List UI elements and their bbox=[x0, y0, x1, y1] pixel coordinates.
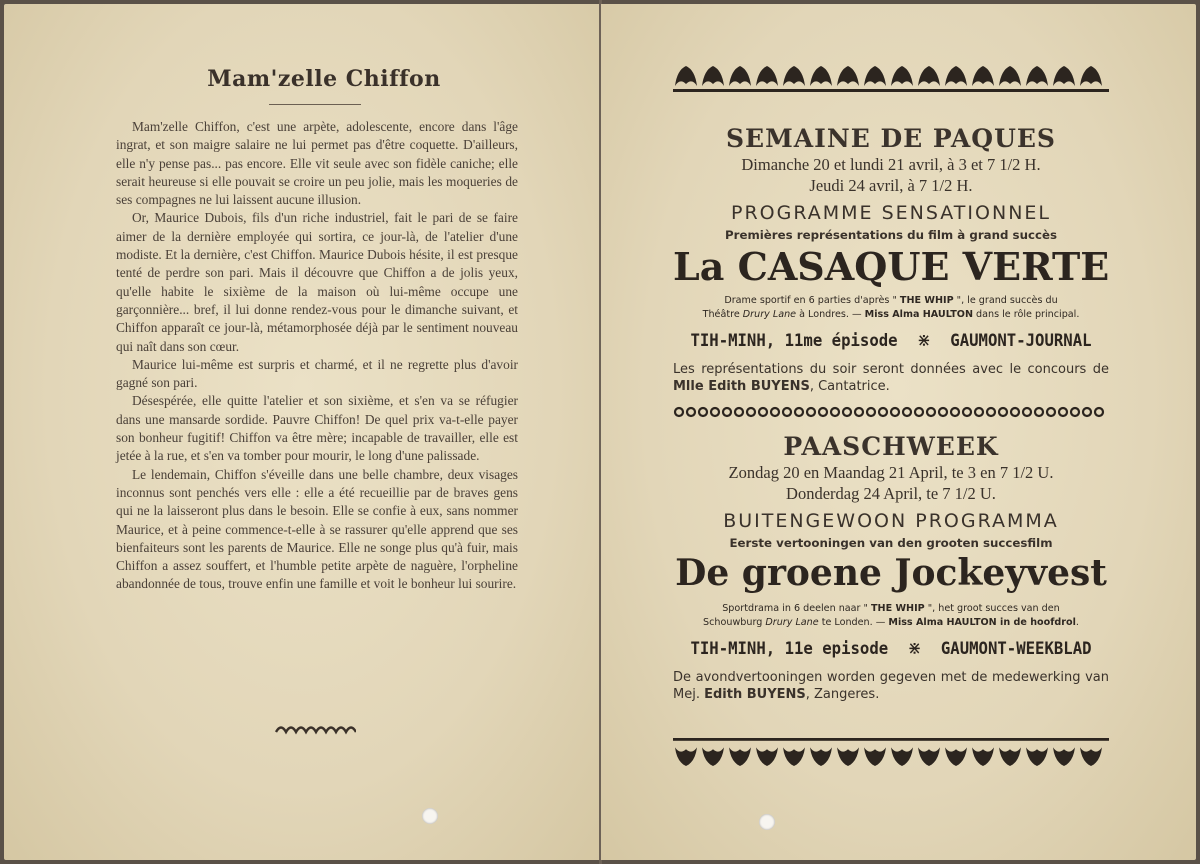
fr-dates-line-2: Jeudi 24 avril, à 7 1/2 H. bbox=[809, 176, 973, 195]
nl-film-title: De groene Jockeyvest bbox=[675, 552, 1107, 594]
nl-dates-line-1: Zondag 20 en Maandag 21 April, te 3 en 7 1/2 U. bbox=[728, 463, 1054, 482]
fr-desc-theatre: Drury Lane bbox=[742, 309, 797, 320]
fr-week-title: SEMAINE DE PAQUES bbox=[726, 124, 1056, 153]
fr-desc-text: ", le grand succès du bbox=[953, 295, 1058, 306]
nl-newsreel: GAUMONT-WEEKBLAD bbox=[940, 638, 1092, 659]
nl-desc-text: . bbox=[1075, 617, 1079, 628]
story-paragraph: Mam'zelle Chiffon, c'est une arpète, adolescente, encore dans l'âge ingrat, et son maigre salaire ne lui permet pas d'être coquette. D'ailleurs, elle n'y pense pas... pas encore. Elle vit seule avec son fidèle caniche; elle serait heureuse si elle pouvait se croire un peu jolie, mais les moqueries de ses compagnes ne lui laissent aucune illusion. bbox=[116, 119, 518, 208]
story-text bbox=[116, 118, 518, 594]
punch-hole bbox=[422, 808, 438, 824]
nl-episode: TIH-MINH, 11e episode bbox=[690, 638, 889, 659]
fr-episode-line bbox=[690, 330, 1091, 351]
nl-desc-text: Schouwburg bbox=[703, 617, 766, 628]
nl-film-description bbox=[673, 602, 1109, 630]
nl-desc-text: te Londen. — bbox=[818, 617, 889, 628]
fr-film-title: La CASAQUE VERTE bbox=[673, 244, 1110, 289]
nl-concours bbox=[673, 669, 1109, 703]
nl-desc-actress: Miss Alma HAULTON in de hoofdrol bbox=[888, 617, 1076, 628]
story-paragraph: Maurice lui-même est surpris et charmé, et il ne regrette plus d'avoir gagné son pari. bbox=[116, 356, 518, 391]
fr-concours-text: Les représentations du soir seront données avec le concours de bbox=[673, 362, 1109, 377]
fr-concours-singer: Mlle Edith BUYENS bbox=[673, 379, 810, 394]
fr-concours-text: , Cantatrice. bbox=[809, 379, 890, 394]
fr-desc-text: Drame sportif en 6 parties d'après " bbox=[724, 295, 900, 306]
top-leaf-border bbox=[673, 64, 1109, 92]
nl-programme-title: BUITENGEWOON PROGRAMMA bbox=[723, 510, 1059, 532]
star-ornament-icon: ⋇ bbox=[907, 638, 922, 659]
dot-divider bbox=[673, 406, 1109, 418]
fr-desc-whip: THE WHIP bbox=[899, 295, 954, 306]
story-paragraph: Le lendemain, Chiffon s'éveille dans une belle chambre, deux visages inconnus sont penchés vers elle : elle a été recueillie par de braves gens qui ne la laisseront plus dans le besoin. Elle se confie à eux, sans nommer Maurice, et à peine commence-t-elle à se rassurer qu'elle apprend que ses bienfaiteurs sont les parents de Maurice. Elle ne songe plus qu'à fuir, mais Chiffon a assez souffert, et l'humble petite arpète de naguère, l'orpheline abandonnée de tous, trouve enfin une famille et voit le bonheur lui sourire. bbox=[116, 466, 518, 592]
nl-desc-whip: THE WHIP bbox=[871, 603, 925, 614]
story-paragraph: Or, Maurice Dubois, fils d'un riche industriel, fait le pari de se faire aimer de la dernière employée qui sortira, ce jour-là, de l'atelier d'une modiste. Et la dernière, c'est Chiffon. Maurice Dubois hésite, il est presque tenté de perdre son pari. Mais il découvre que Chiffon a de jolis yeux, qu'elle habite le sixième de la maison où lui-même occupe une garçonnière... bref, il lui donne rendez-vous pour le dimanche suivant, et Chiffon apparaît ce jour-là, métamorphosée déjà par le sentiment nouveau qui naît dans son cœur. bbox=[116, 210, 518, 354]
nl-desc-theatre: Drury Lane bbox=[765, 617, 819, 628]
fr-desc-text: Théâtre bbox=[702, 309, 743, 320]
fr-desc-actress: Miss Alma HAULTON bbox=[864, 309, 973, 320]
nl-desc-text: ", het groot succes van den bbox=[924, 603, 1060, 614]
left-page bbox=[4, 4, 600, 860]
fr-desc-text: à Londres. — bbox=[796, 309, 865, 320]
nl-concours-singer: Edith BUYENS bbox=[704, 687, 806, 702]
fr-programme-title: PROGRAMME SENSATIONNEL bbox=[731, 202, 1051, 224]
nl-dates-line-2: Donderdag 24 April, te 7 1/2 U. bbox=[786, 484, 996, 503]
fr-newsreel: GAUMONT-JOURNAL bbox=[950, 330, 1092, 351]
story-paragraph: Désespérée, elle quitte l'atelier et son sixième, et s'en va se réfugier dans une mansarde sordide. Pauvre Chiffon! De quel prix va-t-elle payer son bonheur fugitif! Chiffon va être mère; incapable de travailler, elle est jetée à la rue, et s'en va tomber pour mourir, le long d'une palissade. bbox=[116, 393, 518, 464]
nl-episode-line bbox=[690, 638, 1091, 659]
punch-hole bbox=[759, 814, 775, 830]
nl-concours-text: , Zangeres. bbox=[805, 687, 880, 702]
right-page bbox=[601, 4, 1196, 860]
title-rule bbox=[269, 104, 361, 105]
star-ornament-icon: ⋇ bbox=[917, 330, 931, 351]
nl-week-title: PAASCHWEEK bbox=[783, 432, 999, 461]
fr-dates-line-1: Dimanche 20 et lundi 21 avril, à 3 et 7 1/2 H. bbox=[741, 155, 1041, 174]
nl-premieres-line: Eerste vertooningen van den grooten succesfilm bbox=[729, 536, 1053, 550]
story-title: Mam'zelle Chiffon bbox=[207, 66, 441, 92]
fr-desc-text: dans le rôle principal. bbox=[972, 309, 1080, 320]
fr-film-description bbox=[673, 294, 1109, 322]
end-ornament bbox=[274, 722, 356, 736]
bottom-leaf-border bbox=[673, 738, 1109, 766]
fr-premieres-line: Premières représentations du film à grand succès bbox=[725, 228, 1057, 242]
nl-concours-text: De avondvertooningen worden gegeven met de medewerking van Mej. bbox=[673, 670, 1109, 702]
fr-concours bbox=[673, 361, 1109, 395]
nl-desc-text: Sportdrama in 6 deelen naar " bbox=[722, 603, 871, 614]
fr-episode: TIH-MINH, 11me épisode bbox=[690, 330, 898, 351]
